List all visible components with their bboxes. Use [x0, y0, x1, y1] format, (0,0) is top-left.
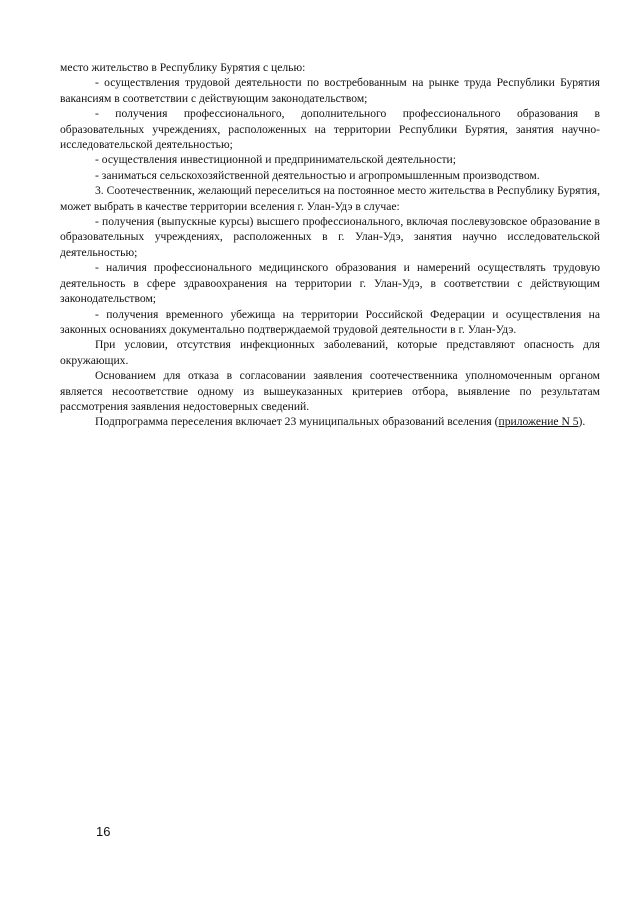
paragraph-last-end: ).	[578, 415, 586, 429]
paragraph: - получения (выпускные курсы) высшего профессионального, включая послевузовское образование в образовательных учреждениях, расположенных в г. Улан-Удэ, занятия научно исследовательской деятельностью;	[60, 215, 600, 259]
paragraph-last-text: Подпрограмма переселения включает 23 муниципальных образований вселения (	[95, 415, 499, 429]
paragraph: место жительство в Республику Бурятия с целью:	[60, 61, 306, 74]
document-body	[60, 60, 600, 430]
paragraph: - осуществления трудовой деятельности по востребованным на рынке труда Республики Бурятия вакансиям в соответствии с действующим законодательством;	[60, 76, 600, 105]
paragraph: - получения профессионального, дополнительного профессионального образования в образовательных учреждениях, расположенных на территории Республики Бурятия, занятия научно-исследовательской деятельностью;	[60, 107, 600, 152]
paragraph: 3. Соотечественник, желающий переселиться на постоянное место жительства в Республику Бурятия, может выбрать в качестве территории вселения г. Улан-Удэ в случае:	[60, 184, 600, 213]
paragraph: - получения временного убежища на территории Российской Федерации и осуществления на законных основаниях документально подтверждаемой трудовой деятельности в г. Улан-Удэ.	[60, 307, 600, 336]
paragraph-last	[60, 414, 600, 429]
paragraph: При условии, отсутствия инфекционных заболеваний, которые представляют опасность для окружающих.	[60, 338, 600, 367]
paragraph: - осуществления инвестиционной и предпринимательской деятельности;	[95, 153, 456, 167]
paragraph: - заниматься сельскохозяйственной деятельностью и агропромышленным производством.	[95, 168, 540, 182]
page-number: 16	[96, 824, 111, 839]
paragraph: - наличия профессионального медицинского образования и намерений осуществлять трудовую деятельность в сфере здравоохранения на территории г. Улан-Удэ, в соответствии с действующим законодательством;	[60, 261, 600, 306]
appendix-link[interactable]: приложение N 5	[498, 415, 579, 429]
paragraph: Основанием для отказа в согласовании заявления соотечественника уполномоченным органом является несоответствие одному из вышеуказанных критериев отбора, выявление по результатам рассмотрения заявления недостоверных сведений.	[60, 369, 600, 413]
